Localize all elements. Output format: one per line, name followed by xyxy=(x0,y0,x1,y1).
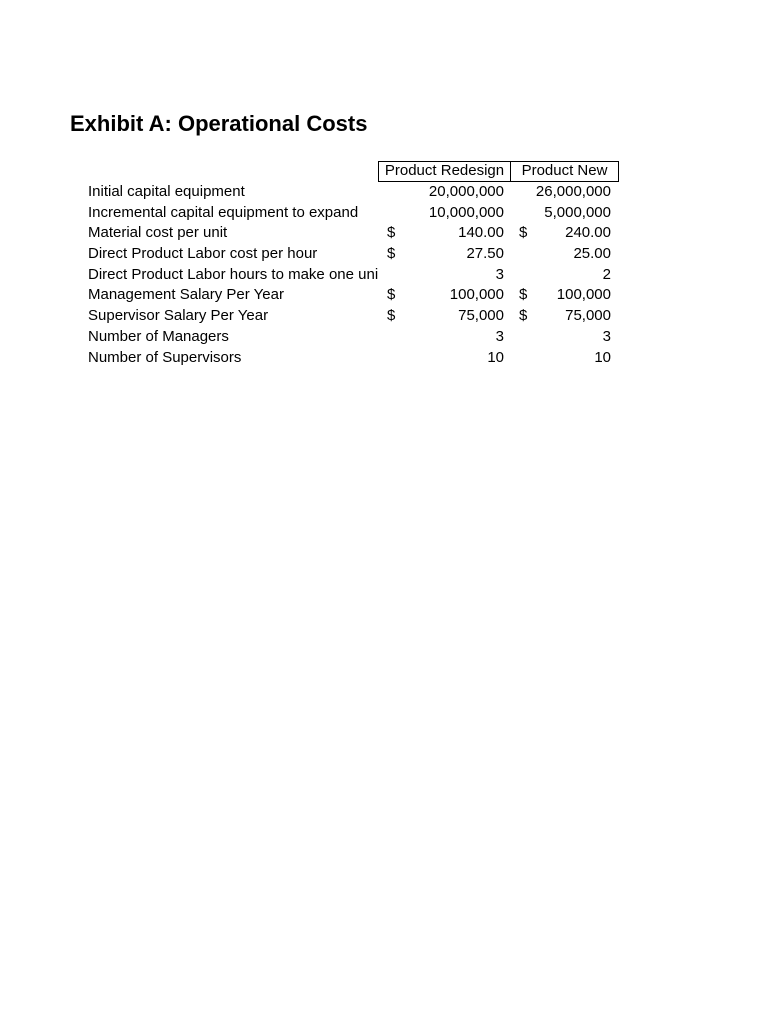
row-label: Direct Product Labor cost per hour xyxy=(88,245,318,263)
row-label: Incremental capital equipment to expand xyxy=(88,203,359,221)
row-label: Supervisor Salary Per Year xyxy=(88,307,269,325)
row-label: Management Salary Per Year xyxy=(88,286,284,304)
currency-symbol: $ xyxy=(519,224,528,242)
page-title: Exhibit A: Operational Costs xyxy=(70,111,368,136)
product-new-value: 2 xyxy=(602,265,611,283)
product-new-value: 240.00 xyxy=(565,224,611,242)
product-redesign-value: 75,000 xyxy=(458,307,504,325)
product-redesign-value: 3 xyxy=(495,265,504,283)
currency-symbol: $ xyxy=(387,307,396,325)
currency-symbol: $ xyxy=(519,307,528,325)
product-redesign-value: 10,000,000 xyxy=(428,203,504,221)
product-new-value: 10 xyxy=(594,348,611,366)
product-redesign-value: 100,000 xyxy=(449,286,504,304)
product-new-value: 100,000 xyxy=(556,286,611,304)
product-new-value: 25.00 xyxy=(573,245,611,263)
row-label: Direct Product Labor hours to make one uni xyxy=(88,265,379,283)
column-header-box xyxy=(378,161,619,182)
currency-symbol: $ xyxy=(387,286,396,304)
row-label: Number of Supervisors xyxy=(88,348,242,366)
product-new-value: 5,000,000 xyxy=(544,203,611,221)
currency-symbol: $ xyxy=(519,286,528,304)
currency-symbol: $ xyxy=(387,245,396,263)
product-new-value: 3 xyxy=(602,327,611,345)
product-redesign-value: 10 xyxy=(487,348,504,366)
currency-symbol: $ xyxy=(387,224,396,242)
product-redesign-value: 20,000,000 xyxy=(428,183,504,200)
product-redesign-value: 27.50 xyxy=(466,245,504,263)
product-new-value: 75,000 xyxy=(565,307,611,325)
product-redesign-value: 140.00 xyxy=(458,224,504,242)
product-redesign-value: 3 xyxy=(495,327,504,345)
column-header-product-redesign: Product Redesign xyxy=(379,162,511,181)
row-label: Number of Managers xyxy=(88,327,229,345)
row-label: Material cost per unit xyxy=(88,224,228,242)
product-new-value: 26,000,000 xyxy=(535,183,611,200)
column-header-product-new: Product New xyxy=(521,162,608,179)
row-label: Initial capital equipment xyxy=(88,183,245,200)
